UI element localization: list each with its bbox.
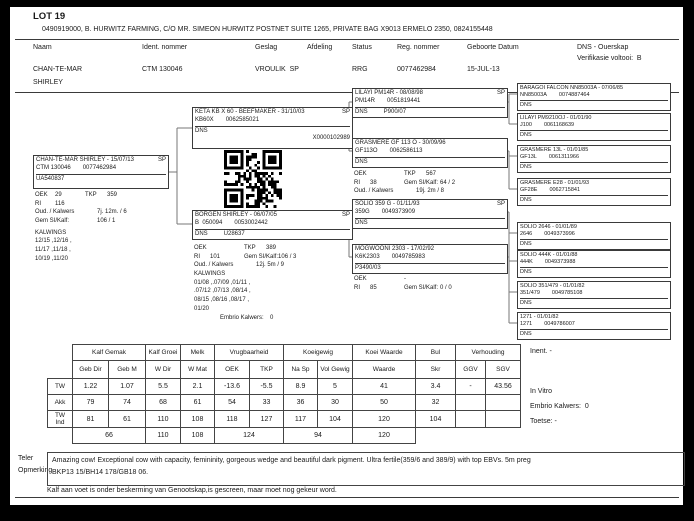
mgd-oek-row — [354, 275, 502, 284]
mgd-name: MOGWOONI 2303 - 17/02/92 — [355, 246, 435, 252]
oek-label: OEK — [35, 192, 48, 198]
dns-label: DNS — [195, 230, 208, 237]
great-id: 2646 — [520, 231, 533, 238]
toetse-status: Toetse: - — [530, 418, 557, 425]
empty-cell — [416, 428, 521, 444]
pgs-reg: 0051819441 — [387, 97, 421, 104]
cell: 2.1 — [181, 379, 215, 395]
pgs-dns-row — [355, 107, 505, 117]
subheader-oek: OEK — [215, 361, 250, 379]
cell: 110 — [146, 428, 181, 444]
great-reg: 0062715841 — [549, 187, 581, 194]
dam-oek-tkp-row — [194, 244, 346, 253]
breeder-address-line: 0490919000, B. HURWITZ FARMING, C/O MR. SIMEON HURWITZ POSTNET SUITE 1265, PRIVATE BAG X9013 ERMELO 2350, 0824155448 — [42, 26, 493, 33]
group-header-row — [48, 345, 521, 361]
cell: 8.9 — [284, 379, 318, 395]
dam-oud-row — [194, 261, 346, 270]
mgs-sp-flag: SP — [496, 201, 505, 207]
ri-label: RI — [354, 179, 360, 186]
great-name: SOLIO 351/479 - 01/01/82 — [520, 283, 585, 289]
cell: 61 — [181, 395, 215, 411]
group-kalf-groei: Kalf Groei — [146, 345, 181, 361]
oud-label: Oud. / Kalwers — [194, 262, 234, 269]
cell: 104 — [318, 411, 353, 428]
pgd-ri-gem-row — [354, 179, 502, 188]
row-label: TW Ind — [48, 411, 73, 428]
cell: 43.56 — [486, 379, 521, 395]
subject-name: CHAN-TE-MAR SHIRLEY - 15/07/13 — [36, 157, 134, 163]
subheader-skr: Skr — [416, 361, 456, 379]
gem-value: 64 / 2 — [440, 179, 456, 186]
cell: 3.4 — [416, 379, 456, 395]
comment-line-1: Amazing cow! Exceptional cow with capacity, femininity, gorgeous wedge and beautiful dark pigment. Ultra fertile(359/6 and 389/9) with top EBVs. 5m preg — [52, 457, 531, 464]
footer-note: Kalf aan voet is onder beskerming van Genootskap,is gescreen, maar moet nog gekeur word. — [47, 487, 337, 494]
inent-status: Inent. - — [530, 348, 552, 355]
pgd-id: GF113O — [355, 147, 378, 154]
great-reg: 0049373988 — [544, 259, 576, 266]
cell: 108 — [181, 428, 215, 444]
qr-code — [224, 150, 282, 208]
gem-label: Gem SI/Kalf: — [35, 218, 70, 225]
great-dns-row — [520, 162, 668, 171]
pedigree-box-great-5 — [517, 250, 671, 278]
great-id-row — [520, 154, 668, 161]
dam-ri-gem-row — [194, 253, 346, 262]
ri-label: RI — [35, 200, 41, 207]
animal-geslag: VROULIK SP — [255, 66, 299, 73]
oek-label: OEK — [354, 171, 367, 177]
cell: 54 — [215, 395, 250, 411]
cell: 79 — [73, 395, 109, 411]
opmerking-label: Opmerking — [18, 467, 53, 474]
dns-label: DNS — [520, 102, 532, 109]
kalwings-line-3: 10/19 ,11/20 — [35, 255, 68, 262]
pedigree-box-pgd — [352, 138, 508, 168]
mgs-name-row — [355, 201, 505, 209]
cell: 127 — [250, 411, 284, 428]
dam-name-row — [195, 212, 350, 220]
tkp-value: 359 — [107, 192, 118, 198]
group-verhouding: Verhouding — [456, 345, 521, 361]
great-name: GRASMERE 13L - 01/01/85 — [520, 147, 589, 153]
oek-label: OEK — [194, 245, 207, 251]
cell — [456, 395, 486, 411]
gem-label: Gem SI/Kalf: — [404, 284, 439, 291]
kalwings-label: KALWINGS — [35, 229, 67, 236]
pedigree-box-great-6 — [517, 281, 671, 309]
mgd-ri-gem-row — [354, 284, 502, 293]
subheader-tkp: TKP — [250, 361, 284, 379]
great-id: GF13L — [520, 154, 537, 161]
kalwings-label: KALWINGS — [194, 271, 226, 278]
great-dns-row — [520, 298, 668, 307]
pedigree-box-sire — [192, 107, 353, 149]
great-id: 351/479 — [520, 290, 540, 297]
col-header-dns-ouerskap: DNS - Ouerskap — [577, 44, 629, 51]
oek-value: 29 — [55, 192, 62, 198]
gem-value: 106 / 1 — [97, 218, 116, 225]
animal-reg: 0077462984 — [397, 66, 436, 73]
group-koei-waarde: Koei Waarde — [353, 345, 416, 361]
embrio-value: 0 — [270, 314, 274, 321]
great-reg: 0049786007 — [544, 321, 575, 328]
great-reg: 0061311966 — [548, 154, 580, 161]
group-kalf-gemak: Kalf Gemak — [73, 345, 146, 361]
col-header-geslag: Geslag — [255, 44, 278, 51]
pedigree-box-great-3 — [517, 178, 671, 206]
group-bul: Bul — [416, 345, 456, 361]
pgd-name-row — [355, 140, 505, 148]
subject-tag: UA540837 — [36, 174, 166, 184]
pedigree-box-pgs — [352, 88, 508, 118]
great-dns-row — [520, 239, 668, 248]
kalwings-line-1: 12/15 ,12/16 , — [35, 238, 72, 245]
teler-label: Teler — [18, 455, 34, 462]
great-name: LILAYI PM9210OJ - 01/01/90 — [520, 115, 592, 121]
animal-status: RRG — [352, 66, 368, 73]
ri-label: RI — [194, 253, 200, 260]
pedigree-box-great-7 — [517, 312, 671, 340]
subheader-ggv: GGV — [456, 361, 486, 379]
pedigree-box-great-4 — [517, 222, 671, 250]
mgd-dns-row — [355, 263, 505, 273]
cell: -5.5 — [250, 379, 284, 395]
kalwings-line-4: 01/20 — [194, 305, 210, 312]
cell: 5.5 — [146, 379, 181, 395]
cell: 94 — [284, 428, 353, 444]
pgs-sp-flag: SP — [496, 90, 505, 96]
table-row-tw — [48, 379, 521, 395]
great-dns-row — [520, 195, 668, 204]
ri-value: 116 — [55, 200, 65, 207]
pgs-name: LILAYI PM14R - 08/08/98 — [355, 90, 423, 96]
subheader-geb-dir: Geb Dir — [73, 361, 109, 379]
pedigree-box-mgd — [352, 244, 508, 274]
animal-ident: CTM 130046 — [142, 66, 183, 73]
pedigree-box-great-1 — [517, 113, 671, 141]
ri-value: 38 — [370, 179, 377, 186]
mgd-reg: 0049785983 — [391, 253, 426, 260]
ri-value: 85 — [370, 284, 377, 291]
pgd-dns-row — [355, 157, 505, 167]
sire-id: KB60X — [195, 116, 214, 123]
ri-label: RI — [354, 284, 360, 291]
cell: 104 — [416, 411, 456, 428]
cell: 124 — [215, 428, 284, 444]
pedigree-box-dam — [192, 210, 353, 240]
gem-value: 0 / 0 — [440, 284, 452, 291]
cell: 120 — [353, 428, 416, 444]
great-name: SOLIO 2646 - 01/01/89 — [520, 224, 577, 230]
oud-label: Oud. / Kalwers — [35, 209, 75, 216]
dns-label: DNS — [355, 219, 368, 226]
great-id-row — [520, 321, 668, 328]
table-row-akk — [48, 395, 521, 411]
divider-top — [15, 39, 679, 40]
great-id-row — [520, 187, 668, 194]
pedigree-box-mgs — [352, 199, 508, 229]
animal-name-line2: SHIRLEY — [33, 79, 63, 86]
great-dns-row — [520, 329, 668, 338]
cell: 66 — [73, 428, 146, 444]
col-header-geboorte: Geboorte Datum — [467, 44, 519, 51]
animal-name-line1: CHAN-TE-MAR — [33, 66, 82, 73]
dns-label: DNS — [520, 300, 532, 307]
gem-label: Gem SI/Kalf: — [244, 253, 279, 260]
dns-label: DNS — [520, 331, 532, 338]
pedigree-box-great-0 — [517, 83, 671, 111]
comment-line-2: BKP13 15/BH14 178/GB18 06. — [52, 469, 149, 477]
subject-reg: 0077462984 — [82, 164, 117, 171]
great-name: 1271 - 01/01/82 — [520, 314, 559, 320]
cell: 5 — [318, 379, 353, 395]
subject-stats — [35, 191, 165, 264]
subject-oek-tkp-row — [35, 191, 165, 200]
great-reg: 0049785108 — [551, 290, 583, 297]
cell: 81 — [73, 411, 109, 428]
mgs-dns-row — [355, 218, 505, 228]
comments-box — [47, 452, 685, 486]
great-name: BARAGOI FALCON NN85003A - 07/06/85 — [520, 85, 624, 91]
great-name: GRASMERE E28 - 01/01/93 — [520, 180, 590, 186]
cell: - — [456, 379, 486, 395]
col-header-naam: Naam — [33, 44, 52, 51]
tkp-label: TKP — [244, 245, 256, 251]
mgd-dns-value: P3490/03 — [355, 264, 381, 271]
pgd-name: GRASMERE GF 113 O - 30/09/96 — [355, 140, 446, 146]
oek-label: OEK — [354, 276, 367, 282]
dam-id-row — [195, 220, 350, 228]
pgd-id-row — [355, 148, 505, 156]
dam-dns-row — [195, 229, 350, 239]
mgs-name: SOLIO 359 G - 01/11/93 — [355, 201, 420, 207]
cell: 30 — [318, 395, 353, 411]
sire-reg: 0062585021 — [225, 116, 260, 123]
subheader-w-dir: W Dir — [146, 361, 181, 379]
dns-label: DNS — [355, 158, 368, 165]
dns-label: DNS — [520, 241, 532, 248]
in-vitro-label: In Vitro — [530, 388, 553, 395]
cell: 32 — [416, 395, 456, 411]
mgd-id: K6K2303 — [355, 253, 380, 260]
pgs-id-row — [355, 98, 505, 106]
cell: 74 — [109, 395, 146, 411]
row-label — [48, 428, 73, 444]
divider-bottom — [15, 497, 679, 498]
cell: 1.07 — [109, 379, 146, 395]
pedigree-box-subject — [33, 155, 169, 189]
pgs-dns-value: P900/07 — [383, 108, 407, 115]
pgs-name-row — [355, 90, 505, 98]
lot-number: LOT 19 — [33, 11, 66, 22]
pgd-oud-row — [354, 187, 502, 196]
great-id: 444K — [520, 259, 533, 266]
mgd-id-row — [355, 254, 505, 262]
row-label: Akk — [48, 395, 73, 411]
dns-label: DNS — [520, 197, 532, 204]
great-dns-row — [520, 100, 668, 109]
row-label: TW — [48, 379, 73, 395]
great-name: SOLIO 444K - 01/01/88 — [520, 252, 578, 258]
cell: 50 — [353, 395, 416, 411]
group-index-row — [48, 428, 521, 444]
sire-name-row — [195, 109, 350, 117]
cell: -13.6 — [215, 379, 250, 395]
sire-name: KETA KB X 60 - BEEFMAKER - 31/10/03 — [195, 109, 305, 115]
mgs-id-row — [355, 209, 505, 217]
dam-name: BORGEN SHIRLEY - 06/07/05 — [195, 212, 277, 218]
great-id-row — [520, 259, 668, 266]
oud-value: 12j. 5m / 9 — [256, 262, 285, 269]
mgs-reg: 0049373909 — [381, 208, 416, 215]
col-header-ident: Ident. nommer — [142, 44, 188, 51]
tkp-label: TKP — [85, 192, 97, 198]
pedigree-box-great-2 — [517, 145, 671, 173]
kalwings-line-3: 08/15 ,08/16 ,08/17 , — [194, 297, 250, 304]
subheader-na-sp: Na Sp — [284, 361, 318, 379]
sire-dns-value: X0000102989 — [312, 135, 350, 142]
dam-dns-value: U28637 — [223, 230, 245, 237]
performance-table — [47, 344, 521, 444]
cell — [486, 395, 521, 411]
great-id-row — [520, 92, 668, 99]
dns-label: DNS — [520, 164, 532, 171]
cell: 108 — [181, 411, 215, 428]
dns-label: DNS — [195, 127, 208, 134]
subject-gem-row — [35, 217, 165, 226]
table-row-tw-ind — [48, 411, 521, 428]
cell: 1.22 — [73, 379, 109, 395]
group-koeigewig: Koeigewig — [284, 345, 353, 361]
subject-sp-flag: SP — [157, 157, 166, 163]
gem-value: 106 / 3 — [278, 253, 297, 260]
great-id: NN85003A — [520, 92, 547, 99]
sub-header-row — [48, 361, 521, 379]
great-reg: 0061168639 — [543, 122, 575, 129]
tkp-value: 389 — [266, 245, 277, 251]
dns-label: DNS — [520, 132, 532, 139]
cell — [486, 411, 521, 428]
dns-label: DNS — [355, 108, 368, 115]
great-id: J100 — [520, 122, 532, 129]
cell: 120 — [353, 411, 416, 428]
col-header-reg: Reg. nommer — [397, 44, 440, 51]
sire-sp-flag: SP — [341, 109, 350, 115]
cell: 41 — [353, 379, 416, 395]
pgs-id: PM14R — [355, 97, 376, 104]
group-vrugbaarheid: Vrugbaarheid — [215, 345, 284, 361]
kalwings-line-2: .07/12 ,07/13 ,08/14 , — [194, 288, 251, 295]
col-header-afdeling: Afdeling — [307, 44, 333, 51]
subject-ri-row — [35, 200, 165, 209]
great-dns-row — [520, 267, 668, 276]
subheader-w-mat: W Mat — [181, 361, 215, 379]
oud-label: Oud. / Kalwers — [354, 188, 394, 195]
cell: 68 — [146, 395, 181, 411]
col-header-status: Status — [352, 44, 372, 51]
cell — [456, 411, 486, 428]
verifikasie-status: Verifikasie voltooi: B — [577, 55, 642, 62]
oud-value: 7j. 12m. / 6 — [97, 209, 127, 216]
subheader-geb-m: Geb M — [109, 361, 146, 379]
subheader-vol-gewig: Vol Gewig — [318, 361, 353, 379]
great-reg: 0074887464 — [558, 92, 590, 99]
dam-embrio-row — [220, 314, 346, 323]
sire-id-row — [195, 117, 350, 125]
subheader-sgv: SGV — [486, 361, 521, 379]
cell: 36 — [284, 395, 318, 411]
dam-sp-flag: SP — [341, 212, 350, 218]
cell: 118 — [215, 411, 250, 428]
great-id: 1271 — [520, 321, 533, 328]
subheader-waarde: Waarde — [353, 361, 416, 379]
great-id-row — [520, 122, 668, 129]
gem-label: Gem SI/Kalf: — [404, 179, 439, 186]
mgd-stats — [354, 275, 502, 292]
dam-reg: 0053002442 — [234, 219, 268, 226]
great-id-row — [520, 290, 668, 297]
dns-label: DNS — [520, 269, 532, 276]
group-melk: Melk — [181, 345, 215, 361]
tkp-label: TKP — [404, 171, 416, 177]
ri-value: 101 — [210, 253, 221, 260]
mgs-id: 359G — [355, 208, 370, 215]
mgd-name-row — [355, 246, 505, 254]
sire-dns-row — [195, 126, 350, 136]
cell: 117 — [284, 411, 318, 428]
great-id: GF28E — [520, 187, 538, 194]
subject-oud-row — [35, 208, 165, 217]
great-dns-row — [520, 130, 668, 139]
embrio-label: Embrio Kalwers: — [220, 314, 264, 321]
kalwings-line-1: 01/08 ,.07/09 ,01/11 , — [194, 279, 251, 286]
pgd-oek-tkp-row — [354, 170, 502, 179]
oud-value: 19j. 2m / 8 — [416, 188, 445, 195]
pgd-reg: 0062586113 — [389, 147, 423, 154]
pgd-stats — [354, 170, 502, 196]
oek-value: - — [404, 276, 406, 282]
cell: 33 — [250, 395, 284, 411]
dam-stats — [194, 244, 346, 322]
cell: 61 — [109, 411, 146, 428]
subject-id: CTM 130046 — [36, 164, 71, 171]
subject-name-row — [36, 157, 166, 165]
animal-geboorte: 15-JUL-13 — [467, 66, 500, 73]
embrio-kalwers-status: Embrio Kalwers: 0 — [530, 403, 589, 410]
corner-cell — [48, 345, 73, 379]
subject-id-row — [36, 165, 166, 173]
cell: 110 — [146, 411, 181, 428]
great-id-row — [520, 231, 668, 238]
dam-id: B 050094 — [195, 219, 223, 226]
tkp-value: 567 — [426, 171, 437, 177]
kalwings-line-2: 11/17 ,11/18 , — [35, 247, 71, 254]
great-reg: 0049373996 — [544, 231, 575, 238]
